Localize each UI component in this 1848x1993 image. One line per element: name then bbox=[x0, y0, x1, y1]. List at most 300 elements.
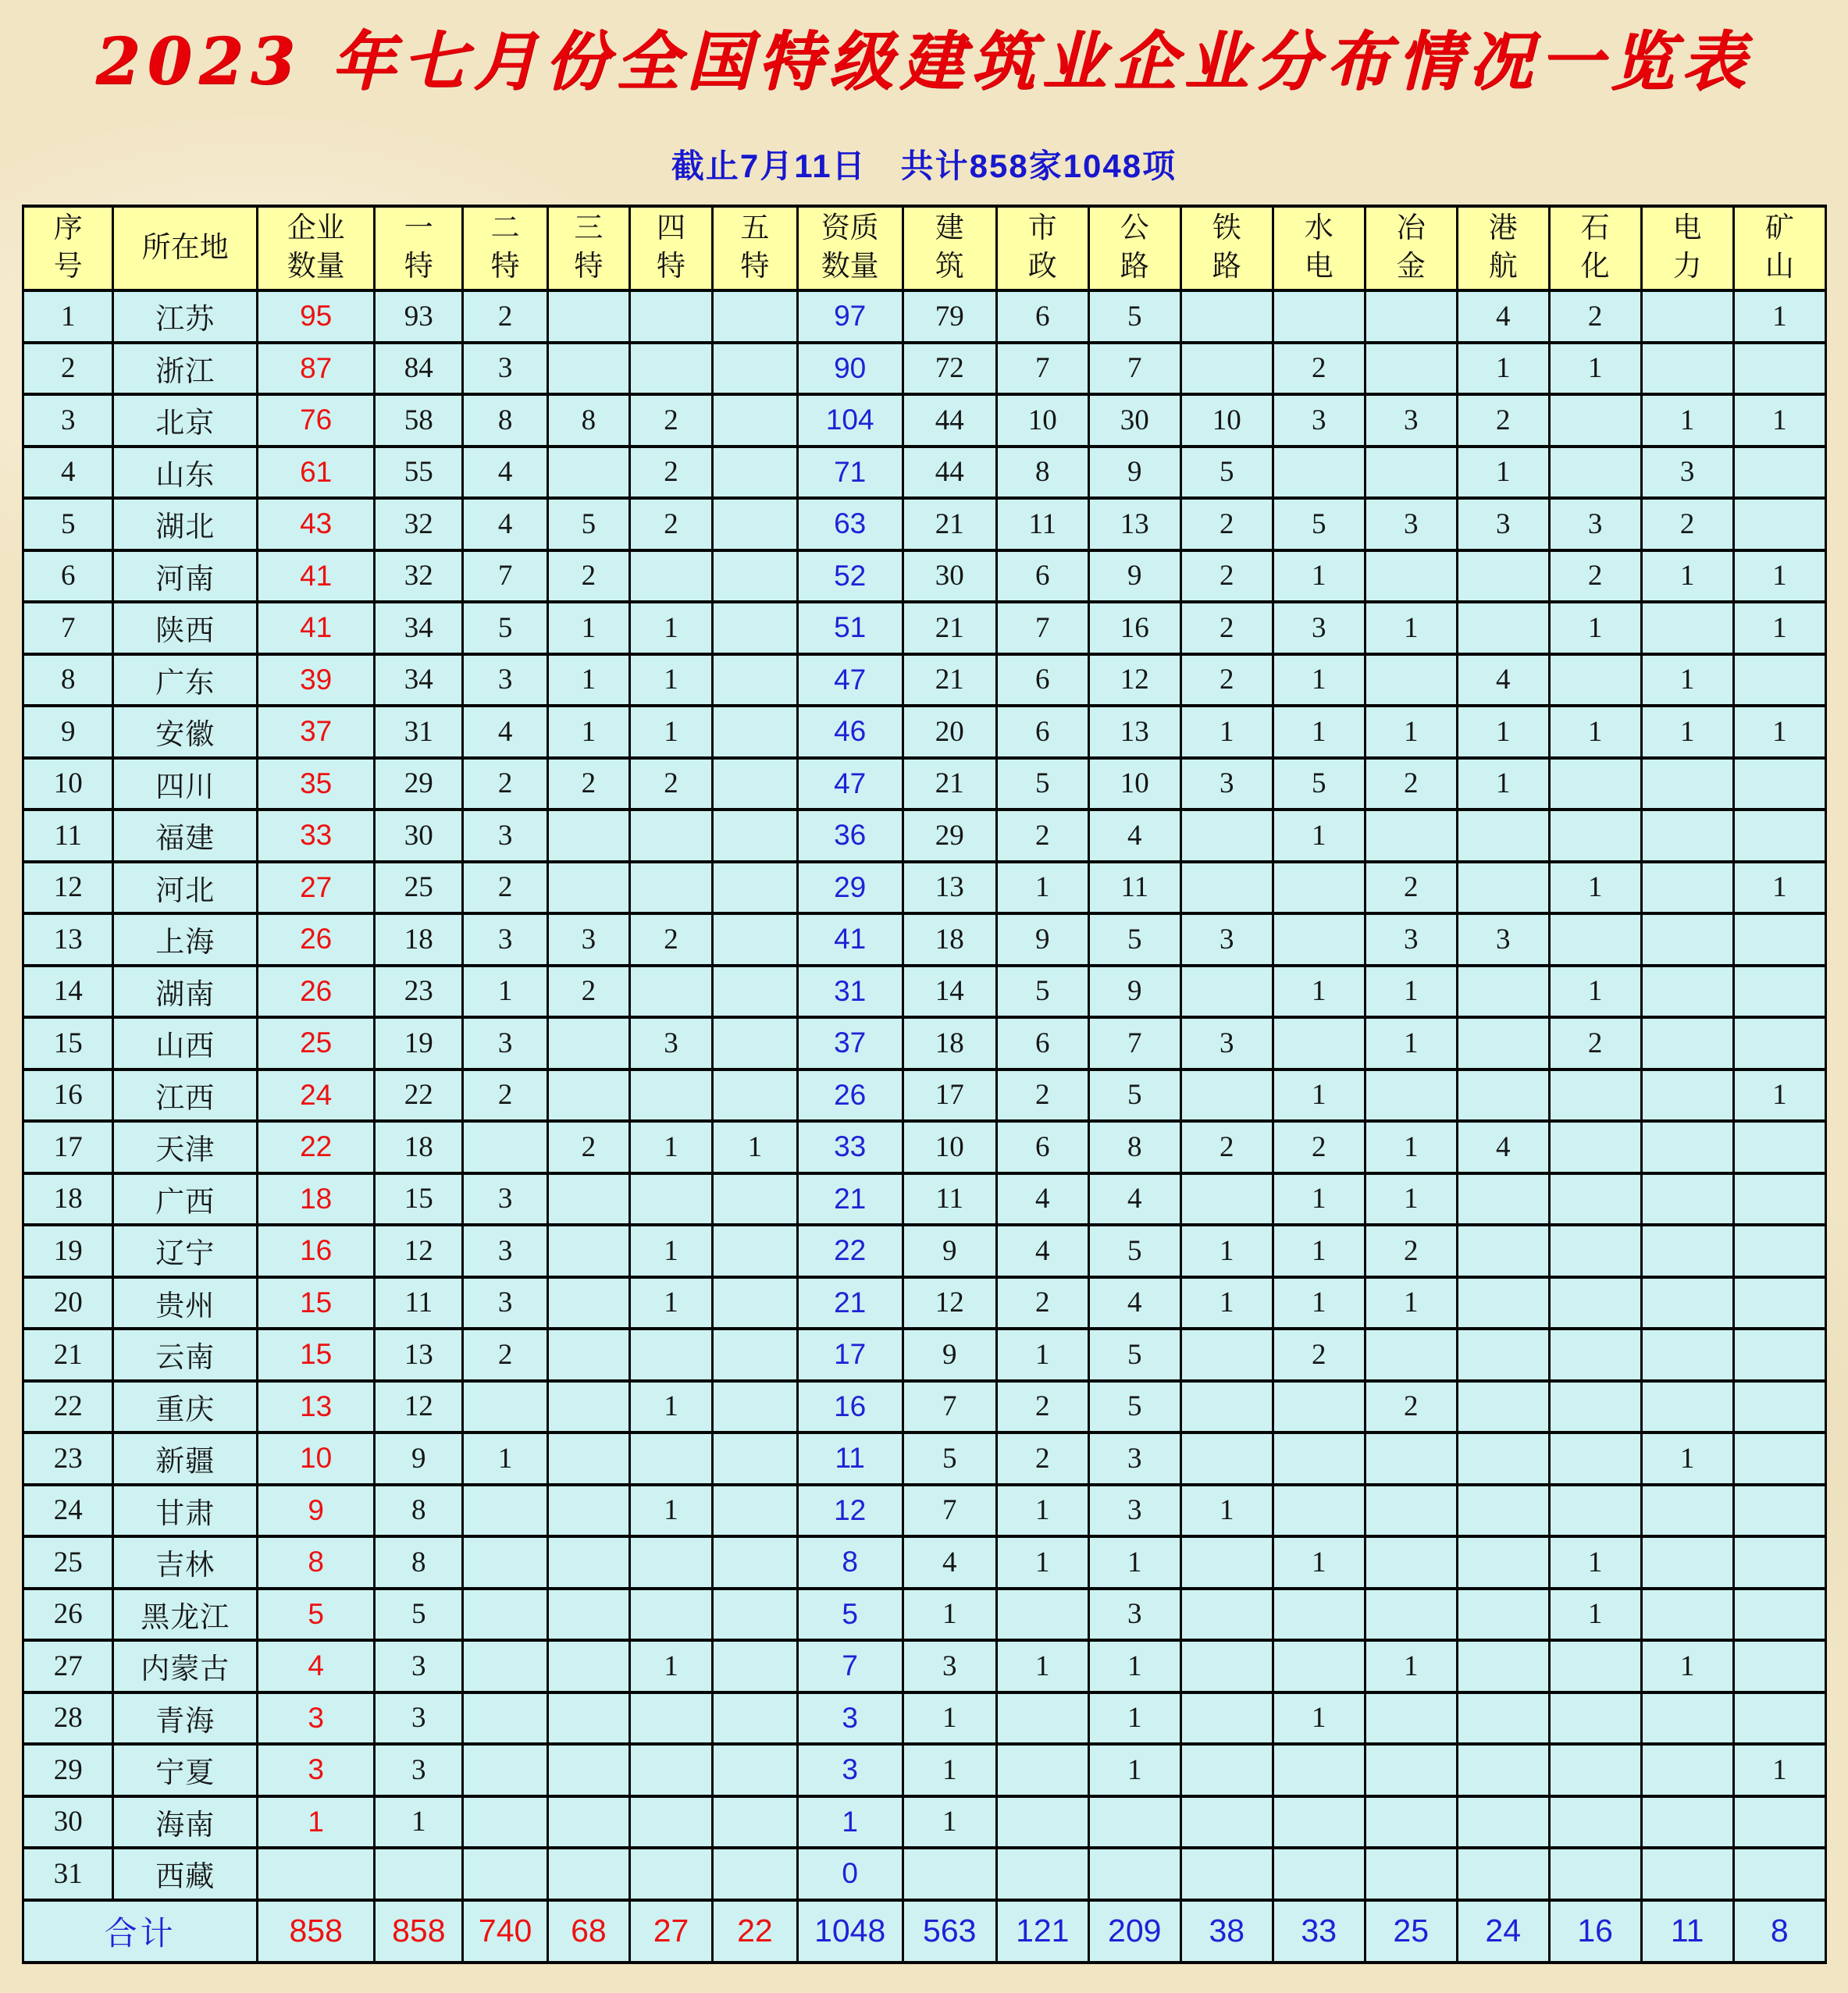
total-cell: 33 bbox=[1273, 1900, 1365, 1963]
cell: 9 bbox=[996, 913, 1088, 966]
cell bbox=[1641, 1329, 1733, 1381]
cell: 1 bbox=[629, 654, 712, 706]
cell: 1 bbox=[1549, 706, 1641, 758]
cell: 1 bbox=[1457, 447, 1549, 499]
cell: 新疆 bbox=[113, 1432, 258, 1485]
table-row bbox=[23, 394, 1826, 447]
cell: 8 bbox=[463, 394, 548, 447]
cell: 27 bbox=[258, 862, 375, 914]
table-body bbox=[23, 290, 1826, 1900]
cell bbox=[1180, 862, 1273, 914]
cell: 18 bbox=[375, 1121, 463, 1173]
cell: 2 bbox=[629, 498, 712, 550]
cell bbox=[1733, 1589, 1825, 1641]
header-cell-3 bbox=[375, 206, 463, 290]
cell: 3 bbox=[1180, 1017, 1273, 1069]
cell: 1 bbox=[1641, 654, 1733, 706]
cell bbox=[1273, 1432, 1365, 1485]
cell: 1 bbox=[463, 1432, 548, 1485]
cell bbox=[1733, 1536, 1825, 1589]
cell bbox=[713, 1173, 798, 1226]
cell bbox=[713, 498, 798, 550]
cell: 18 bbox=[903, 1017, 996, 1069]
cell: 4 bbox=[996, 1173, 1088, 1226]
cell: 上海 bbox=[113, 913, 258, 966]
header-line2: 号 bbox=[53, 251, 83, 283]
cell: 21 bbox=[797, 1173, 903, 1226]
cell bbox=[1365, 810, 1457, 862]
cell bbox=[1180, 1536, 1273, 1589]
cell bbox=[1549, 1121, 1641, 1173]
cell: 15 bbox=[258, 1277, 375, 1329]
cell bbox=[1733, 1485, 1825, 1537]
cell: 16 bbox=[1088, 602, 1180, 654]
cell: 2 bbox=[463, 1329, 548, 1381]
cell: 3 bbox=[463, 1017, 548, 1069]
cell: 3 bbox=[1641, 447, 1733, 499]
cell: 17 bbox=[23, 1121, 113, 1173]
cell: 33 bbox=[797, 1121, 903, 1173]
table-row bbox=[23, 550, 1826, 603]
cell: 3 bbox=[1180, 913, 1273, 966]
cell: 41 bbox=[797, 913, 903, 966]
cell: 1 bbox=[1273, 550, 1365, 603]
header-line1: 电 bbox=[1672, 212, 1702, 245]
cell: 1 bbox=[1641, 394, 1733, 447]
header-line1: 四 bbox=[657, 212, 686, 245]
cell bbox=[463, 1589, 548, 1641]
cell: 21 bbox=[903, 602, 996, 654]
cell bbox=[463, 1848, 548, 1900]
cell: 1 bbox=[1457, 343, 1549, 395]
cell bbox=[1641, 758, 1733, 810]
cell: 10 bbox=[996, 394, 1088, 447]
cell: 1 bbox=[1365, 706, 1457, 758]
cell: 23 bbox=[23, 1432, 113, 1485]
cell: 1 bbox=[1273, 706, 1365, 758]
cell: 1 bbox=[1273, 1536, 1365, 1589]
cell bbox=[547, 1640, 629, 1692]
cell bbox=[547, 1848, 629, 1900]
cell: 1 bbox=[375, 1796, 463, 1849]
cell bbox=[1365, 1329, 1457, 1381]
cell: 5 bbox=[1088, 290, 1180, 343]
cell: 2 bbox=[23, 343, 113, 395]
cell: 3 bbox=[463, 1173, 548, 1226]
cell: 5 bbox=[797, 1589, 903, 1641]
header-line1: 水 bbox=[1304, 212, 1333, 245]
cell: 35 bbox=[258, 758, 375, 810]
cell bbox=[1180, 1173, 1273, 1226]
cell: 18 bbox=[903, 913, 996, 966]
total-cell: 1048 bbox=[797, 1900, 903, 1963]
cell: 1 bbox=[1273, 654, 1365, 706]
cell bbox=[629, 343, 712, 395]
cell: 1 bbox=[1733, 394, 1825, 447]
cell: 11 bbox=[23, 810, 113, 862]
cell bbox=[1549, 810, 1641, 862]
cell: 2 bbox=[1549, 290, 1641, 343]
cell: 10 bbox=[1088, 758, 1180, 810]
cell bbox=[547, 447, 629, 499]
cell bbox=[1365, 290, 1457, 343]
cell bbox=[713, 1381, 798, 1433]
cell: 22 bbox=[258, 1121, 375, 1173]
cell bbox=[1273, 1589, 1365, 1641]
cell: 51 bbox=[797, 602, 903, 654]
cell: 2 bbox=[629, 913, 712, 966]
cell bbox=[1180, 810, 1273, 862]
cell bbox=[1365, 1589, 1457, 1641]
cell bbox=[1180, 1589, 1273, 1641]
cell: 5 bbox=[1088, 1381, 1180, 1433]
header-line1: 资质 bbox=[821, 212, 879, 245]
cell bbox=[1549, 1329, 1641, 1381]
cell: 7 bbox=[996, 343, 1088, 395]
header-cell-18 bbox=[1733, 206, 1825, 290]
table-row bbox=[23, 758, 1826, 810]
cell: 7 bbox=[1088, 343, 1180, 395]
cell bbox=[996, 1589, 1088, 1641]
cell: 1 bbox=[1641, 1640, 1733, 1692]
cell: 4 bbox=[996, 1225, 1088, 1277]
cell: 13 bbox=[1088, 498, 1180, 550]
cell: 2 bbox=[1365, 862, 1457, 914]
cell bbox=[547, 862, 629, 914]
cell: 1 bbox=[547, 706, 629, 758]
header-line2: 特 bbox=[657, 251, 686, 283]
total-cell: 209 bbox=[1088, 1900, 1180, 1963]
total-cell: 858 bbox=[258, 1900, 375, 1963]
cell: 湖南 bbox=[113, 966, 258, 1018]
cell: 1 bbox=[1641, 1432, 1733, 1485]
cell: 18 bbox=[23, 1173, 113, 1226]
cell: 2 bbox=[1273, 1329, 1365, 1381]
cell: 1 bbox=[996, 1536, 1088, 1589]
table-row bbox=[23, 1485, 1826, 1537]
cell bbox=[713, 1744, 798, 1796]
cell: 90 bbox=[797, 343, 903, 395]
cell: 天津 bbox=[113, 1121, 258, 1173]
header-line2: 山 bbox=[1764, 251, 1794, 283]
cell bbox=[1733, 1225, 1825, 1277]
cell: 6 bbox=[996, 1121, 1088, 1173]
cell bbox=[1180, 1381, 1273, 1433]
cell bbox=[1273, 1485, 1365, 1537]
total-row bbox=[23, 1900, 1826, 1963]
header-line1: 企业 bbox=[287, 212, 345, 245]
cell bbox=[1549, 1744, 1641, 1796]
cell: 11 bbox=[375, 1277, 463, 1329]
cell: 11 bbox=[903, 1173, 996, 1226]
header-cell-8 bbox=[797, 206, 903, 290]
cell bbox=[1273, 290, 1365, 343]
cell: 1 bbox=[1273, 1692, 1365, 1745]
cell: 1 bbox=[629, 1121, 712, 1173]
cell: 1 bbox=[1180, 1277, 1273, 1329]
cell: 2 bbox=[463, 1069, 548, 1122]
cell: 9 bbox=[1088, 966, 1180, 1018]
table-row bbox=[23, 1589, 1826, 1641]
cell: 2 bbox=[1180, 1121, 1273, 1173]
cell bbox=[1180, 1640, 1273, 1692]
cell: 29 bbox=[797, 862, 903, 914]
cell: 25 bbox=[23, 1536, 113, 1589]
cell: 37 bbox=[258, 706, 375, 758]
cell: 2 bbox=[1180, 498, 1273, 550]
cell bbox=[713, 862, 798, 914]
cell: 14 bbox=[903, 966, 996, 1018]
cell: 15 bbox=[375, 1173, 463, 1226]
cell: 9 bbox=[903, 1329, 996, 1381]
cell: 1 bbox=[903, 1744, 996, 1796]
cell: 广东 bbox=[113, 654, 258, 706]
cell: 5 bbox=[23, 498, 113, 550]
page-title: 2023 年七月份全国特级建筑业企业分布情况一览表 bbox=[95, 24, 1753, 99]
cell bbox=[547, 1485, 629, 1537]
cell bbox=[1733, 1277, 1825, 1329]
cell bbox=[1180, 1692, 1273, 1745]
cell: 1 bbox=[996, 862, 1088, 914]
cell bbox=[1549, 1485, 1641, 1537]
cell: 1 bbox=[1365, 1640, 1457, 1692]
cell: 3 bbox=[1088, 1432, 1180, 1485]
cell bbox=[463, 1692, 548, 1745]
cell: 3 bbox=[1365, 913, 1457, 966]
cell: 52 bbox=[797, 550, 903, 603]
table-row bbox=[23, 1329, 1826, 1381]
cell: 9 bbox=[1088, 550, 1180, 603]
header-cell-10 bbox=[996, 206, 1088, 290]
cell bbox=[463, 1485, 548, 1537]
table-row bbox=[23, 1848, 1826, 1900]
cell bbox=[547, 1692, 629, 1745]
cell bbox=[1365, 343, 1457, 395]
table-row bbox=[23, 290, 1826, 343]
header-line1: 建 bbox=[935, 212, 964, 245]
cell bbox=[547, 1225, 629, 1277]
cell: 贵州 bbox=[113, 1277, 258, 1329]
header-cell-6 bbox=[629, 206, 712, 290]
cell: 6 bbox=[23, 550, 113, 603]
table-row bbox=[23, 1432, 1826, 1485]
cell: 3 bbox=[258, 1692, 375, 1745]
cell: 19 bbox=[23, 1225, 113, 1277]
cell bbox=[1549, 1277, 1641, 1329]
cell: 24 bbox=[258, 1069, 375, 1122]
cell bbox=[1180, 966, 1273, 1018]
cell: 7 bbox=[797, 1640, 903, 1692]
total-cell: 563 bbox=[903, 1900, 996, 1963]
cell: 2 bbox=[1457, 394, 1549, 447]
header-line2: 筑 bbox=[935, 251, 964, 283]
header-cell-4 bbox=[463, 206, 548, 290]
cell: 8 bbox=[547, 394, 629, 447]
cell bbox=[996, 1744, 1088, 1796]
cell: 46 bbox=[797, 706, 903, 758]
cell bbox=[713, 290, 798, 343]
cell bbox=[1457, 966, 1549, 1018]
cell: 5 bbox=[1273, 498, 1365, 550]
header-cell-9 bbox=[903, 206, 996, 290]
cell: 1 bbox=[1641, 706, 1733, 758]
header-cell-1 bbox=[113, 206, 258, 290]
cell: 39 bbox=[258, 654, 375, 706]
cell bbox=[547, 1536, 629, 1589]
cell bbox=[1273, 1640, 1365, 1692]
cell: 12 bbox=[23, 862, 113, 914]
cell: 7 bbox=[903, 1381, 996, 1433]
cell bbox=[1365, 447, 1457, 499]
cell bbox=[463, 1640, 548, 1692]
distribution-table bbox=[22, 205, 1827, 1964]
cell: 4 bbox=[463, 447, 548, 499]
cell: 3 bbox=[903, 1640, 996, 1692]
cell: 1 bbox=[1180, 706, 1273, 758]
cell: 1 bbox=[1088, 1744, 1180, 1796]
table-row bbox=[23, 1069, 1826, 1122]
cell: 安徽 bbox=[113, 706, 258, 758]
cell: 1 bbox=[1733, 1069, 1825, 1122]
cell: 11 bbox=[996, 498, 1088, 550]
cell: 26 bbox=[258, 913, 375, 966]
cell bbox=[1733, 1173, 1825, 1226]
cell bbox=[996, 1692, 1088, 1745]
cell: 1 bbox=[1365, 966, 1457, 1018]
cell bbox=[903, 1848, 996, 1900]
cell: 13 bbox=[258, 1381, 375, 1433]
cell bbox=[1365, 1069, 1457, 1122]
cell: 云南 bbox=[113, 1329, 258, 1381]
cell: 36 bbox=[797, 810, 903, 862]
cell bbox=[1365, 1536, 1457, 1589]
cell: 5 bbox=[375, 1589, 463, 1641]
header-line2: 政 bbox=[1027, 251, 1057, 283]
cell: 1 bbox=[996, 1485, 1088, 1537]
table-row bbox=[23, 862, 1826, 914]
cell bbox=[1457, 1381, 1549, 1433]
cell bbox=[1549, 1848, 1641, 1900]
cell: 1 bbox=[1457, 758, 1549, 810]
cell bbox=[1457, 862, 1549, 914]
cell bbox=[1549, 447, 1641, 499]
cell bbox=[713, 550, 798, 603]
header-cell-16 bbox=[1549, 206, 1641, 290]
cell: 浙江 bbox=[113, 343, 258, 395]
cell: 12 bbox=[375, 1381, 463, 1433]
header-line1: 石 bbox=[1580, 212, 1610, 245]
cell bbox=[547, 290, 629, 343]
cell: 44 bbox=[903, 394, 996, 447]
cell: 9 bbox=[1088, 447, 1180, 499]
total-cell: 11 bbox=[1641, 1900, 1733, 1963]
cell: 湖北 bbox=[113, 498, 258, 550]
cell: 1 bbox=[1273, 1277, 1365, 1329]
total-cell: 24 bbox=[1457, 1900, 1549, 1963]
cell bbox=[1457, 1536, 1549, 1589]
cell: 西藏 bbox=[113, 1848, 258, 1900]
cell bbox=[547, 1381, 629, 1433]
cell: 3 bbox=[1273, 394, 1365, 447]
cell: 甘肃 bbox=[113, 1485, 258, 1537]
cell: 2 bbox=[547, 1121, 629, 1173]
cell bbox=[463, 1796, 548, 1849]
header-cell-2 bbox=[258, 206, 375, 290]
cell: 江西 bbox=[113, 1069, 258, 1122]
table-row bbox=[23, 706, 1826, 758]
cell: 5 bbox=[903, 1432, 996, 1485]
cell bbox=[1641, 1381, 1733, 1433]
cell bbox=[629, 1589, 712, 1641]
cell: 26 bbox=[23, 1589, 113, 1641]
cell: 3 bbox=[463, 654, 548, 706]
cell: 31 bbox=[375, 706, 463, 758]
cell bbox=[1733, 758, 1825, 810]
cell: 87 bbox=[258, 343, 375, 395]
cell: 重庆 bbox=[113, 1381, 258, 1433]
cell: 8 bbox=[258, 1536, 375, 1589]
table-row bbox=[23, 1796, 1826, 1849]
cell bbox=[996, 1848, 1088, 1900]
cell bbox=[713, 602, 798, 654]
cell: 84 bbox=[375, 343, 463, 395]
cell bbox=[1733, 1381, 1825, 1433]
cell bbox=[1641, 862, 1733, 914]
cell: 104 bbox=[797, 394, 903, 447]
cell bbox=[629, 810, 712, 862]
cell: 47 bbox=[797, 758, 903, 810]
cell: 3 bbox=[463, 1277, 548, 1329]
cell: 2 bbox=[1549, 1017, 1641, 1069]
cell: 2 bbox=[1273, 1121, 1365, 1173]
cell: 1 bbox=[1549, 862, 1641, 914]
cell: 1 bbox=[713, 1121, 798, 1173]
cell: 1 bbox=[1273, 1069, 1365, 1122]
cell: 33 bbox=[258, 810, 375, 862]
cell bbox=[547, 810, 629, 862]
cell: 8 bbox=[375, 1536, 463, 1589]
cell bbox=[1273, 1381, 1365, 1433]
cell: 30 bbox=[375, 810, 463, 862]
cell: 1 bbox=[23, 290, 113, 343]
cell: 7 bbox=[996, 602, 1088, 654]
cell bbox=[629, 1796, 712, 1849]
cell bbox=[1457, 1432, 1549, 1485]
cell bbox=[713, 1069, 798, 1122]
cell: 1 bbox=[1273, 966, 1365, 1018]
header-line1: 五 bbox=[740, 212, 770, 245]
cell: 山东 bbox=[113, 447, 258, 499]
cell: 1 bbox=[1365, 602, 1457, 654]
cell: 6 bbox=[996, 1017, 1088, 1069]
header-cell-13 bbox=[1273, 206, 1365, 290]
cell: 广西 bbox=[113, 1173, 258, 1226]
cell: 河南 bbox=[113, 550, 258, 603]
cell bbox=[629, 1069, 712, 1122]
cell bbox=[1088, 1796, 1180, 1849]
cell: 30 bbox=[1088, 394, 1180, 447]
cell bbox=[1641, 1744, 1733, 1796]
cell bbox=[1549, 654, 1641, 706]
cell: 1 bbox=[1180, 1225, 1273, 1277]
cell: 1 bbox=[797, 1796, 903, 1849]
cell: 1 bbox=[1088, 1640, 1180, 1692]
header-line2: 化 bbox=[1580, 251, 1610, 283]
table-row bbox=[23, 810, 1826, 862]
cell: 10 bbox=[1180, 394, 1273, 447]
cell: 5 bbox=[1088, 1329, 1180, 1381]
cell: 19 bbox=[375, 1017, 463, 1069]
